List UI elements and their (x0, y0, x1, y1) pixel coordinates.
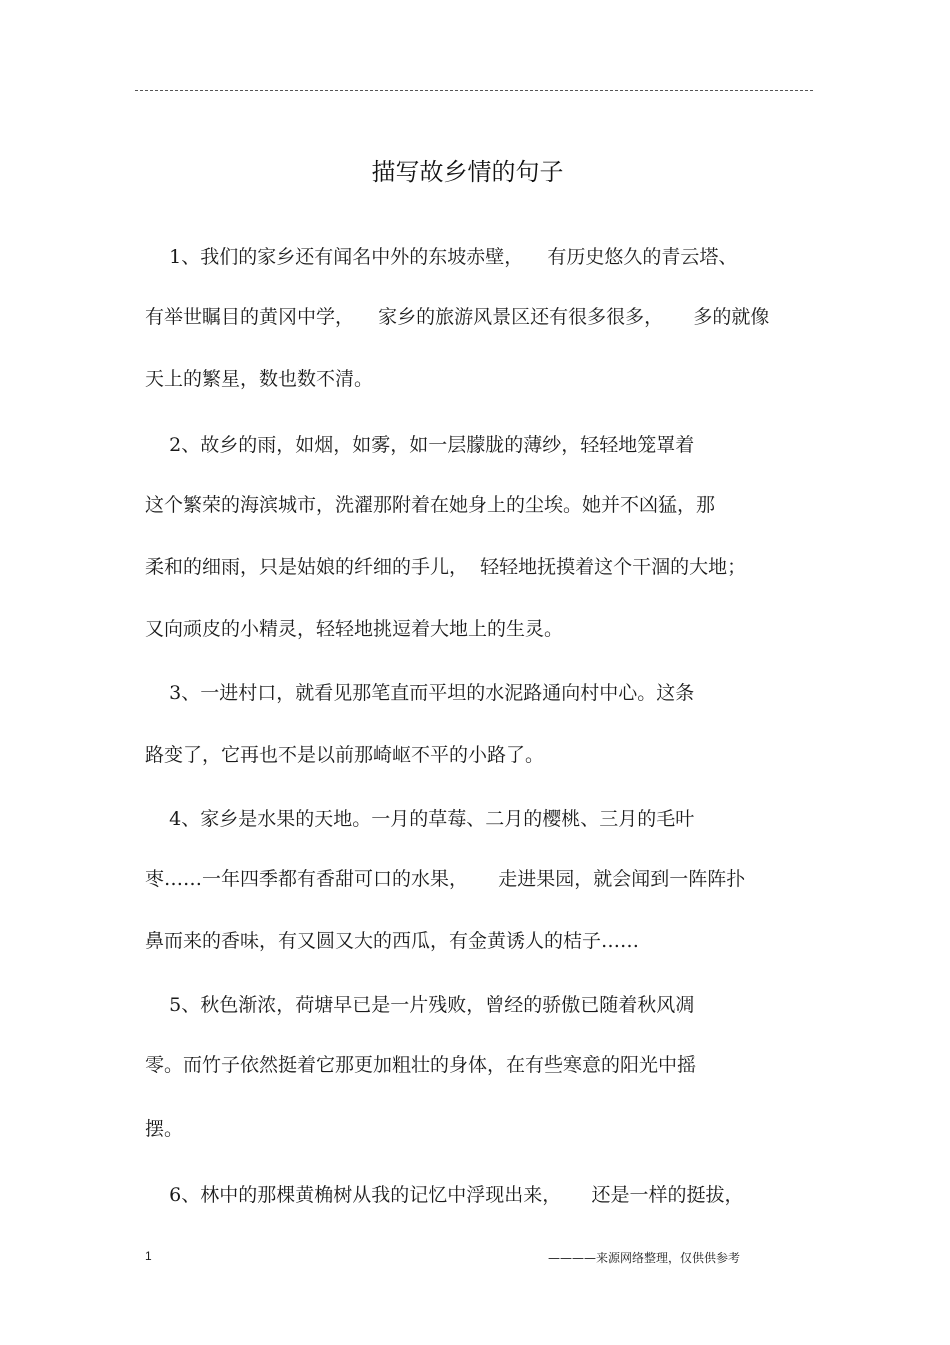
text-line: 零。而竹子依然挺着它那更加粗壮的身体，在有些寒意的阳光中摇 (145, 1054, 697, 1076)
text-line: 1、我们的家乡还有闻名中外的东坡赤壁， 有历史悠久的青云塔、 (145, 246, 738, 268)
text-line: 柔和的细雨，只是姑娘的纤细的手儿， 轻轻地抚摸着这个干涸的大地； (145, 556, 747, 578)
text-line: 有举世瞩目的黄冈中学， 家乡的旅游风景区还有很多很多， 多的就像 (145, 306, 770, 328)
text-line: 枣……一年四季都有香甜可口的水果， 走进果园，就会闻到一阵阵扑 (145, 868, 746, 890)
text-line: 这个繁荣的海滨城市，洗濯那附着在她身上的尘埃。她并不凶猛，那 (145, 494, 716, 516)
header-dashed-rule (135, 90, 813, 91)
text-line: 5、秋色渐浓，荷塘早已是一片残败，曾经的骄傲已随着秋风凋 (145, 994, 695, 1016)
text-line: 又向顽皮的小精灵，轻轻地挑逗着大地上的生灵。 (145, 618, 564, 640)
source-note: ————来源网络整理，仅供供参考 (548, 1251, 741, 1265)
text-line: 2、故乡的雨，如烟，如雾，如一层朦胧的薄纱，轻轻地笼罩着 (145, 434, 695, 456)
text-line: 3、一进村口，就看见那笔直而平坦的水泥路通向村中心。这条 (145, 682, 695, 704)
text-line: 鼻而来的香味，有又圆又大的西瓜，有金黄诱人的桔子…… (145, 930, 640, 952)
text-line: 天上的繁星，数也数不清。 (145, 368, 374, 390)
text-line: 摆。 (145, 1118, 184, 1140)
page-title: 描写故乡情的句子 (371, 158, 564, 186)
text-line: 路变了，它再也不是以前那崎岖不平的小路了。 (145, 744, 545, 766)
text-line: 6、林中的那棵黄桷树从我的记忆中浮现出来， 还是一样的挺拔， (145, 1184, 744, 1206)
page-number: 1 (145, 1249, 152, 1263)
text-line: 4、家乡是水果的天地。一月的草莓、二月的樱桃、三月的毛叶 (145, 808, 695, 830)
